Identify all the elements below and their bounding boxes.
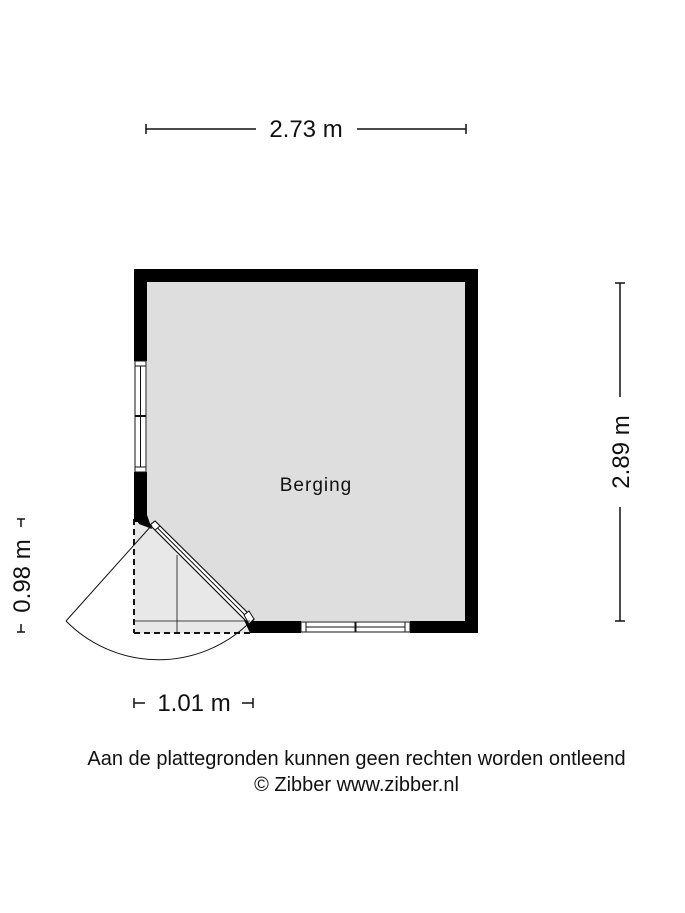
dimension-right bbox=[608, 283, 635, 621]
disclaimer-text: Aan de plattegronden kunnen geen rechten worden ontleend bbox=[87, 748, 626, 770]
dimension-top bbox=[146, 116, 466, 143]
dimension-top-label: 2.73 m bbox=[269, 116, 343, 143]
dimension-bottom-label: 1.01 m bbox=[157, 690, 231, 717]
copyright-text: © Zibber www.zibber.nl bbox=[254, 774, 459, 796]
dimension-right-label: 2.89 m bbox=[608, 415, 635, 489]
window-bottom bbox=[301, 622, 410, 632]
dimension-left-label: 0.98 m bbox=[9, 539, 36, 613]
room-label: Berging bbox=[279, 475, 353, 496]
dimension-bottom bbox=[134, 690, 253, 717]
window-left bbox=[135, 361, 146, 472]
dimension-left bbox=[9, 519, 36, 632]
